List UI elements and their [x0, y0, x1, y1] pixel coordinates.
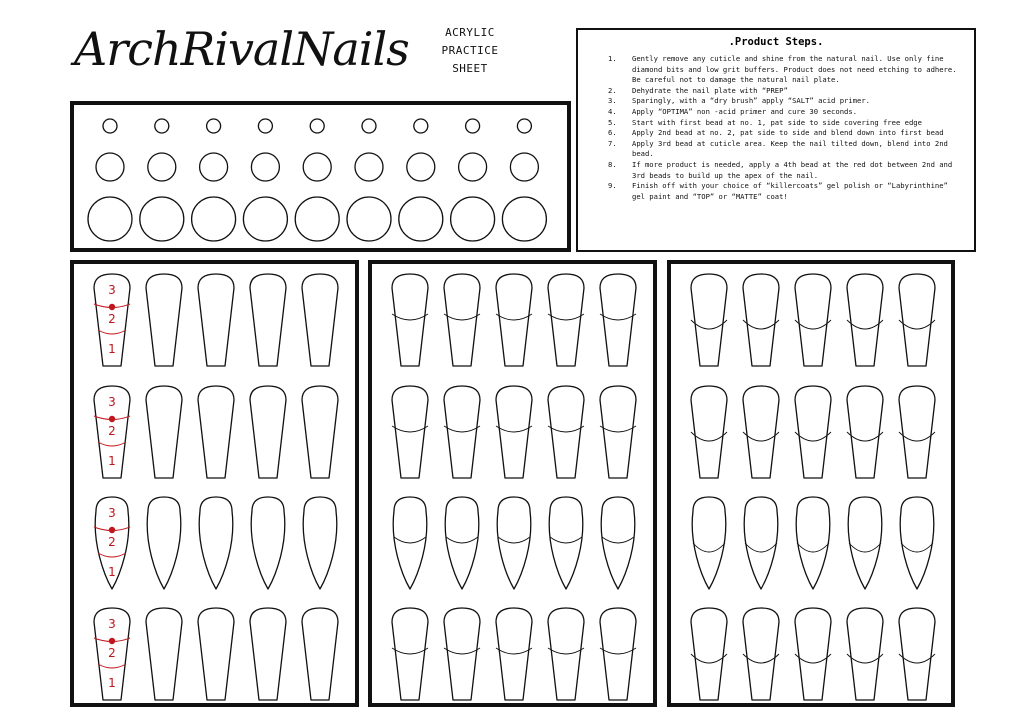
- zone-divider-line: [98, 330, 126, 334]
- smile-line: [550, 537, 582, 543]
- french-smile-nail-panel: [368, 260, 657, 707]
- smile-line: [600, 426, 636, 432]
- bead-size-circle: [502, 197, 546, 241]
- zone-label: 1: [108, 454, 116, 468]
- bead-size-circle: [207, 119, 221, 133]
- nail-grid: [74, 264, 355, 703]
- step-text: Apply “OPTIMA” non -acid primer and cure 30 seconds.: [632, 106, 858, 116]
- bead-size-circle: [295, 197, 339, 241]
- practice-nail: [198, 274, 234, 366]
- smile-line: [849, 543, 881, 552]
- product-steps-box: [576, 28, 976, 252]
- practice-nail: [198, 608, 234, 700]
- step-item: [588, 86, 964, 97]
- bead-size-circle: [140, 197, 184, 241]
- bead-size-panel: [70, 101, 571, 252]
- step-item: [588, 160, 964, 181]
- bead-size-circle: [88, 197, 132, 241]
- smile-line: [899, 432, 935, 441]
- step-text: If more product is needed, apply a 4th bead at the red dot between 2nd and 3rd beads to build up the apex of the nail.: [632, 159, 953, 180]
- bead-size-circle: [200, 153, 228, 181]
- step-text: Start with first bead at no. 1, pat side to side covering free edge: [632, 117, 922, 127]
- bead-size-circle: [414, 119, 428, 133]
- smile-line: [847, 654, 883, 663]
- bead-size-circle: [407, 153, 435, 181]
- practice-nail: [847, 608, 883, 700]
- step-text: Sparingly, with a “dry brush” apply “SALT” acid primer.: [632, 96, 870, 106]
- practice-nail: [795, 386, 831, 478]
- practice-nail: [899, 608, 935, 700]
- smile-line: [496, 314, 532, 320]
- bead-size-circle: [347, 197, 391, 241]
- smile-line: [444, 314, 480, 320]
- smile-line: [899, 320, 935, 329]
- step-number: 3.: [608, 96, 617, 106]
- step-number: 9.: [608, 181, 617, 191]
- step-item: [588, 54, 964, 86]
- nail-grid: [372, 264, 653, 703]
- smile-line: [498, 537, 530, 543]
- practice-nail: [250, 608, 286, 700]
- smile-line: [847, 320, 883, 329]
- smile-line: [743, 320, 779, 329]
- zone-divider-line: [98, 553, 126, 557]
- zone-label: 2: [108, 312, 116, 326]
- smile-line: [693, 543, 725, 552]
- practice-nail: [847, 274, 883, 366]
- zone-divider-line: [98, 442, 126, 446]
- sheet-title: [430, 24, 510, 78]
- practice-nail: [691, 386, 727, 478]
- step-item: [588, 181, 964, 202]
- practice-nail: [744, 497, 778, 589]
- bead-size-circle: [192, 197, 236, 241]
- practice-nail: [796, 497, 830, 589]
- smile-line: [496, 648, 532, 654]
- smile-line: [446, 537, 478, 543]
- smile-line: [691, 432, 727, 441]
- practice-nail: [302, 608, 338, 700]
- smile-line: [394, 537, 426, 543]
- smile-line: [444, 648, 480, 654]
- practice-nail: [147, 497, 181, 589]
- bead-size-circle: [459, 153, 487, 181]
- brand-name-left: ArchRival: [74, 22, 294, 76]
- step-number: 6.: [608, 128, 617, 138]
- smile-line: [899, 654, 935, 663]
- smile-line: [392, 426, 428, 432]
- apex-red-dot: [109, 416, 115, 422]
- smile-line: [743, 654, 779, 663]
- practice-nail: [251, 497, 285, 589]
- bead-circles: [74, 105, 567, 248]
- smile-line: [548, 314, 584, 320]
- bead-size-circle: [355, 153, 383, 181]
- practice-nail: [795, 274, 831, 366]
- practice-nail: [848, 497, 882, 589]
- apex-red-dot: [109, 638, 115, 644]
- zone-label: 3: [108, 506, 116, 520]
- step-text: Finish off with your choice of “killercoats” gel polish or “Labyrinthine” gel paint and “TOP” or “MATTE” coat!: [632, 181, 948, 201]
- bead-size-circle: [362, 119, 376, 133]
- bead-size-circle: [517, 119, 531, 133]
- zone-label: 3: [108, 283, 116, 297]
- practice-nail: [795, 608, 831, 700]
- bead-size-circle: [251, 153, 279, 181]
- zone-divider-line: [98, 664, 126, 668]
- smile-line: [602, 537, 634, 543]
- zone-label: 2: [108, 646, 116, 660]
- smile-line: [548, 426, 584, 432]
- smile-line: [745, 543, 777, 552]
- smile-line: [392, 648, 428, 654]
- practice-nail: [146, 274, 182, 366]
- smile-line: [795, 320, 831, 329]
- smile-line: [795, 654, 831, 663]
- practice-nail: [146, 608, 182, 700]
- nail-grid: [671, 264, 951, 703]
- steps-list: [588, 54, 964, 202]
- smile-line: [444, 426, 480, 432]
- bead-size-circle: [510, 153, 538, 181]
- zone-label: 1: [108, 676, 116, 690]
- bead-size-circle: [103, 119, 117, 133]
- step-text: Apply 2nd bead at no. 2, pat side to side and blend down into first bead: [632, 128, 944, 138]
- practice-nail: [847, 386, 883, 478]
- practice-nail: [743, 386, 779, 478]
- step-item: [588, 128, 964, 139]
- zone-guide-nail-panel: [70, 260, 359, 707]
- zone-label: 2: [108, 424, 116, 438]
- practice-nail: [199, 497, 233, 589]
- smile-line: [743, 432, 779, 441]
- practice-nail: [302, 386, 338, 478]
- sheet-title-line: PRACTICE: [441, 44, 499, 57]
- practice-nail: [743, 608, 779, 700]
- bead-size-circle: [399, 197, 443, 241]
- brand-name-right: Nails: [293, 22, 409, 76]
- step-text: Apply 3rd bead at cuticle area. Keep the nail tilted down, blend into 2nd bead.: [632, 138, 948, 159]
- zone-label: 1: [108, 342, 116, 356]
- deep-smile-nail-panel: [667, 260, 955, 707]
- sheet-title-line: ACRYLIC: [445, 26, 495, 39]
- zone-label: 2: [108, 535, 116, 549]
- bead-size-circle: [258, 119, 272, 133]
- practice-nail: [691, 274, 727, 366]
- apex-red-dot: [109, 304, 115, 310]
- step-number: 1.: [608, 54, 617, 63]
- smile-line: [548, 648, 584, 654]
- bead-size-circle: [96, 153, 124, 181]
- practice-nail: [198, 386, 234, 478]
- apex-red-dot: [109, 527, 115, 533]
- step-item: [588, 118, 964, 129]
- practice-nail: [691, 608, 727, 700]
- zone-label: 1: [108, 565, 116, 579]
- bead-size-circle: [466, 119, 480, 133]
- step-number: 5.: [608, 117, 617, 127]
- step-number: 7.: [608, 138, 617, 148]
- step-item: [588, 139, 964, 160]
- practice-nail: [899, 386, 935, 478]
- zone-label: 3: [108, 617, 116, 631]
- smile-line: [691, 654, 727, 663]
- practice-nail: [250, 274, 286, 366]
- practice-nail: [303, 497, 337, 589]
- practice-nail: [900, 497, 934, 589]
- zone-label: 3: [108, 395, 116, 409]
- smile-line: [691, 320, 727, 329]
- practice-nail: [302, 274, 338, 366]
- smile-line: [496, 426, 532, 432]
- practice-nail: [743, 274, 779, 366]
- bead-size-circle: [310, 119, 324, 133]
- bead-size-circle: [243, 197, 287, 241]
- practice-nail: [146, 386, 182, 478]
- step-text: Dehydrate the nail plate with “PREP”: [632, 85, 788, 95]
- steps-title: .Product Steps.: [728, 36, 824, 48]
- practice-nail: [899, 274, 935, 366]
- bead-size-circle: [303, 153, 331, 181]
- bead-size-circle: [155, 119, 169, 133]
- step-item: [588, 96, 964, 107]
- bead-size-circle: [148, 153, 176, 181]
- smile-line: [795, 432, 831, 441]
- step-number: 2.: [608, 85, 617, 95]
- smile-line: [901, 543, 933, 552]
- smile-line: [392, 314, 428, 320]
- smile-line: [600, 648, 636, 654]
- practice-nail: [692, 497, 726, 589]
- smile-line: [847, 432, 883, 441]
- step-text: Gently remove any cuticle and shine from the natural nail. Use only fine diamond bits and low grit buffers. Product does not need etching to adhere. Be careful not to damage the natural nail plate.: [632, 54, 957, 85]
- bead-size-circle: [451, 197, 495, 241]
- step-item: [588, 107, 964, 118]
- sheet-title-line: SHEET: [452, 62, 488, 75]
- smile-line: [797, 543, 829, 552]
- step-number: 4.: [608, 106, 617, 116]
- brand-logo: [74, 22, 409, 76]
- practice-nail: [250, 386, 286, 478]
- step-number: 8.: [608, 159, 617, 169]
- smile-line: [600, 314, 636, 320]
